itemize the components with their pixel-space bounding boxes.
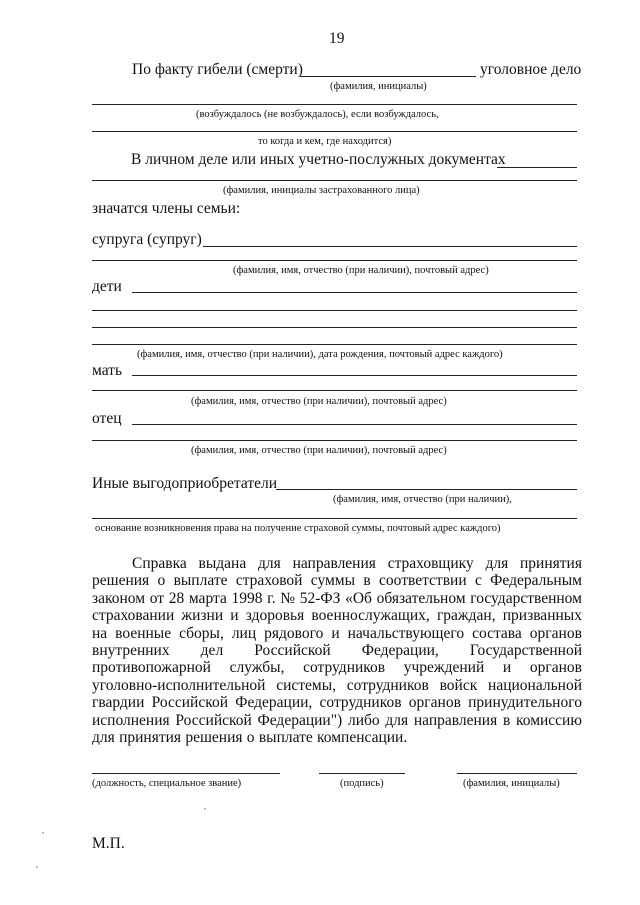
- paragraph-word: сборы,: [179, 624, 224, 642]
- paragraph-word: здоровья: [245, 607, 305, 625]
- paragraph-word: выплате: [173, 572, 228, 590]
- paragraph-word: в: [502, 711, 511, 729]
- signature-field[interactable]: [319, 773, 405, 774]
- paragraph-word: органов: [529, 624, 582, 642]
- spouse-hint: (фамилия, имя, отчество (при наличии), почтовый адрес): [233, 265, 489, 276]
- paragraph-word: Федеральным: [490, 572, 582, 590]
- paragraph-word: государственном: [470, 589, 582, 607]
- paragraph-word: жизни: [181, 607, 224, 625]
- children-field-1[interactable]: [132, 292, 577, 293]
- paragraph-word: и: [230, 607, 239, 625]
- children-hint: (фамилия, имя, отчество (при наличии), дата рождения, почтовый адрес каждого): [137, 349, 503, 360]
- paragraph-line: [92, 607, 582, 624]
- paragraph-word: уголовно-исполнительной: [92, 676, 266, 694]
- paragraph-word: лиц: [231, 624, 257, 642]
- personnel-documents-field[interactable]: [497, 167, 577, 168]
- insured-person-hint: (фамилия, инициалы застрахованного лица): [223, 185, 420, 196]
- paragraph-word: с: [474, 572, 482, 590]
- paragraph-word: военные: [115, 624, 172, 642]
- stamp-place-label: М.П.: [92, 835, 125, 852]
- paragraph-word: исполнения: [92, 711, 170, 729]
- paragraph-word: марта: [188, 589, 227, 607]
- paragraph-word: Федерации,: [235, 694, 313, 712]
- paragraph-word: сотрудников: [346, 676, 429, 694]
- paragraph-word: для: [485, 555, 509, 572]
- paragraph-word: призванных: [502, 607, 582, 625]
- paragraph-word: Государственной: [469, 642, 582, 660]
- paragraph-word: в: [363, 572, 371, 590]
- spouse-label: супруга (супруг): [92, 231, 202, 248]
- paragraph-word: службы,: [229, 659, 285, 677]
- paragraph-word: компенсации.: [317, 729, 408, 747]
- scan-speck: [204, 808, 206, 810]
- beneficiaries-hint-1: (фамилия, имя, отчество (при наличии),: [333, 494, 512, 505]
- paragraph-word: и: [502, 659, 512, 677]
- paragraph-word: г.: [267, 589, 276, 607]
- paragraph-word: на: [92, 624, 108, 642]
- paragraph-word: обязательном: [376, 589, 466, 607]
- paragraph-line: [92, 712, 582, 729]
- paragraph-word: выдана: [198, 555, 247, 572]
- mother-field-2[interactable]: [92, 390, 577, 391]
- paragraph-line: [92, 677, 582, 694]
- children-field-3[interactable]: [92, 327, 577, 328]
- paragraph-word: военнослужащих,: [311, 607, 430, 625]
- paragraph-word: решения: [92, 572, 150, 590]
- paragraph-word: решения: [185, 729, 243, 747]
- criminal-case-field-2[interactable]: [92, 131, 577, 132]
- paragraph-line: [92, 659, 582, 676]
- criminal-case-hint-1: (возбуждалось (не возбуждалось), если возбуждалось,: [196, 109, 439, 120]
- paragraph-word: от: [149, 589, 165, 607]
- position-hint: (должность, специальное звание): [92, 778, 242, 789]
- paragraph-word: страховщику: [387, 555, 474, 572]
- paragraph-word: Федерации"): [257, 711, 343, 729]
- mother-field-1[interactable]: [132, 375, 577, 376]
- paragraph-word: органов: [529, 659, 582, 677]
- paragraph-word: Российской: [175, 711, 252, 729]
- paragraph-word: учреждений: [403, 659, 485, 677]
- scan-speck: [42, 832, 44, 834]
- paragraph-word: о: [157, 572, 166, 590]
- paragraph-word: системы,: [276, 676, 337, 694]
- paragraph-word: дел: [200, 642, 224, 660]
- certificate-paragraph: [92, 555, 582, 746]
- paragraph-word: «Об: [345, 589, 372, 607]
- children-field-2[interactable]: [92, 310, 577, 311]
- children-field-4[interactable]: [92, 344, 577, 345]
- beneficiaries-hint-2: основание возникновения права на получение страховой суммы, почтовый адрес каждого): [95, 523, 501, 534]
- paragraph-word: соответствии: [379, 572, 467, 590]
- paragraph-word: для: [92, 729, 115, 747]
- criminal-case-label: уголовное дело: [480, 61, 582, 78]
- paragraph-word: и: [331, 624, 340, 642]
- paragraph-line: [92, 729, 582, 746]
- paragraph-word: 1998: [231, 589, 263, 607]
- mother-hint: (фамилия, имя, отчество (при наличии), почтовый адрес): [191, 396, 447, 407]
- paragraph-word: либо: [347, 711, 380, 729]
- beneficiaries-label: Иные выгодоприобретатели: [92, 475, 278, 492]
- paragraph-line: [92, 625, 582, 642]
- spouse-field-2[interactable]: [92, 260, 577, 261]
- deceased-name-hint: (фамилия, инициалы): [330, 81, 427, 92]
- children-label: дети: [92, 278, 122, 295]
- death-fact-label: По факту гибели (смерти): [132, 61, 303, 78]
- spouse-field-1[interactable]: [203, 246, 577, 247]
- paragraph-word: суммы: [310, 572, 356, 590]
- paragraph-word: гвардии: [92, 694, 145, 712]
- paragraph-word: направления: [413, 711, 498, 729]
- paragraph-line: [92, 694, 582, 711]
- beneficiaries-field-2[interactable]: [92, 518, 577, 519]
- position-field[interactable]: [92, 773, 280, 774]
- father-field-2[interactable]: [92, 440, 577, 441]
- family-members-label: значатся члены семьи:: [92, 200, 241, 217]
- paragraph-word: противопожарной: [92, 659, 211, 677]
- insured-person-field[interactable]: [92, 180, 577, 181]
- paragraph-word: для: [258, 555, 281, 572]
- paragraph-line: [92, 590, 582, 607]
- signer-name-hint: (фамилия, инициалы): [463, 778, 560, 789]
- paragraph-word: страховании: [92, 607, 175, 625]
- mother-label: мать: [92, 362, 123, 379]
- paragraph-word: выплате: [258, 729, 313, 747]
- paragraph-word: состава: [472, 624, 522, 642]
- paragraph-word: национальной: [488, 676, 582, 694]
- paragraph-word: принудительного: [468, 694, 582, 712]
- scan-speck: [36, 866, 38, 868]
- paragraph-word: 52-ФЗ: [299, 589, 341, 607]
- paragraph-word: принятия: [119, 729, 182, 747]
- paragraph-word: сотрудников: [303, 659, 386, 677]
- paragraph-word: рядового: [264, 624, 324, 642]
- paragraph-word: внутренних: [92, 642, 170, 660]
- paragraph-word: для: [385, 711, 409, 729]
- paragraph-word: страховой: [235, 572, 303, 590]
- signature-hint: (подпись): [340, 778, 384, 789]
- father-hint: (фамилия, имя, отчество (при наличии), почтовый адрес): [191, 445, 447, 456]
- page-number: 19: [329, 30, 345, 47]
- father-field-1[interactable]: [132, 424, 577, 425]
- paragraph-word: органов: [408, 694, 461, 712]
- paragraph-word: №: [280, 589, 296, 607]
- paragraph-word: сотрудников: [319, 694, 402, 712]
- deceased-name-field[interactable]: [300, 76, 476, 77]
- paragraph-line: [92, 642, 582, 659]
- paragraph-word: Российской: [254, 642, 331, 660]
- signer-name-field[interactable]: [457, 773, 577, 774]
- paragraph-line: [92, 555, 582, 572]
- paragraph-line: [92, 572, 582, 589]
- paragraph-word: войск: [439, 676, 478, 694]
- paragraph-word: о: [246, 729, 255, 747]
- personnel-documents-label: В личном деле или иных учетно-послужных документах: [131, 151, 506, 168]
- beneficiaries-field-1[interactable]: [276, 489, 577, 490]
- paragraph-word: законом: [92, 589, 146, 607]
- criminal-case-field-1[interactable]: [92, 104, 577, 105]
- paragraph-word: направления: [292, 555, 376, 572]
- criminal-case-hint-2: то когда и кем, где находится): [258, 136, 392, 147]
- paragraph-word: комиссию: [516, 711, 582, 729]
- paragraph-word: граждан,: [436, 607, 496, 625]
- paragraph-word: начальствующего: [347, 624, 465, 642]
- paragraph-word: Российской: [151, 694, 228, 712]
- paragraph-word: 28: [168, 589, 185, 607]
- paragraph-word: Справка: [132, 555, 187, 572]
- paragraph-word: Федерации,: [361, 642, 439, 660]
- paragraph-word: принятия: [520, 555, 582, 572]
- father-label: отец: [92, 410, 122, 427]
